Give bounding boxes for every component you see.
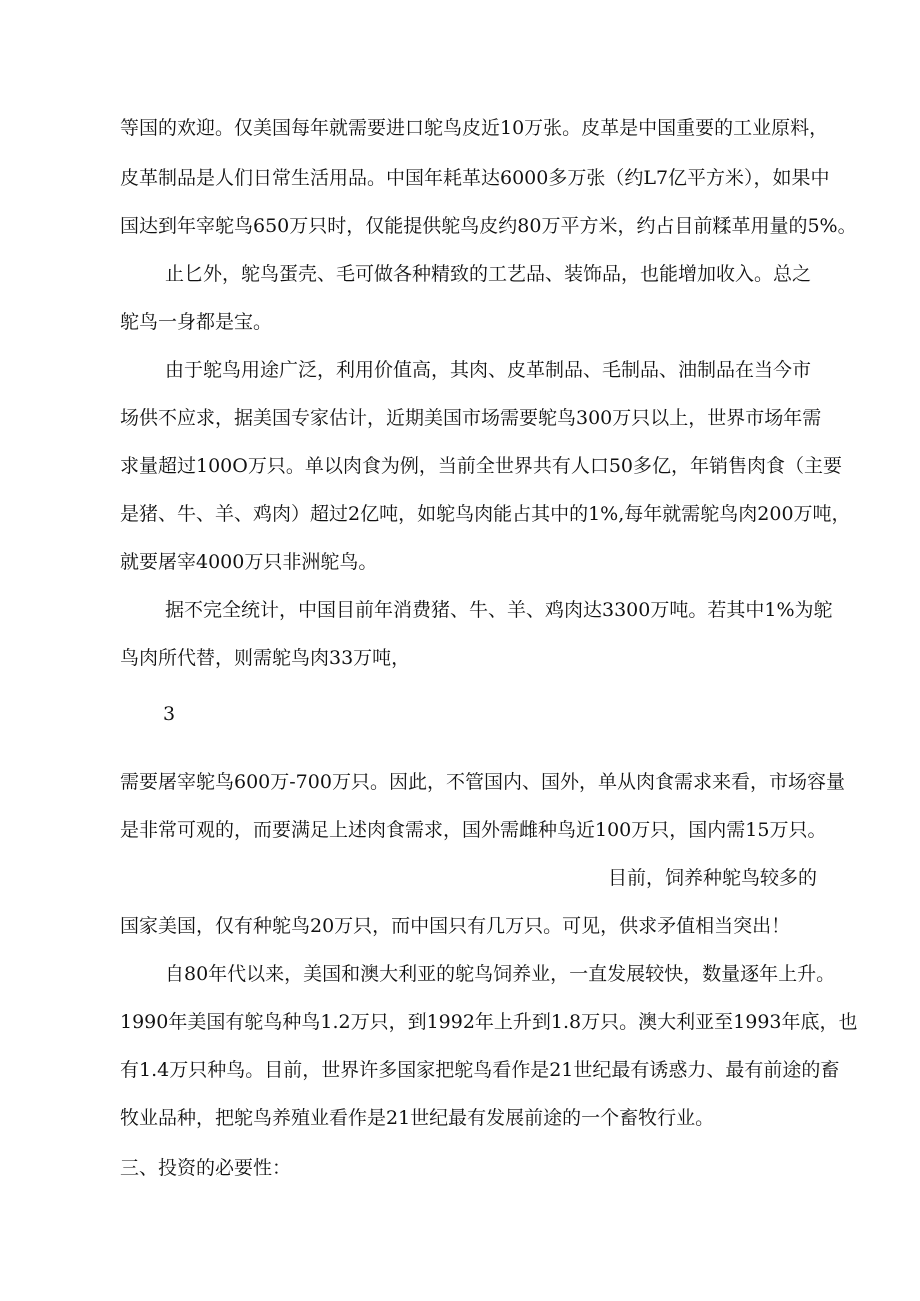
body-line: 就要屠宰4000万只非洲鸵鸟。 [120, 551, 378, 573]
body-line: 求量超过100O万只。单以肉食为例，当前全世界共有人口50多亿，年销售肉食（主要 [120, 455, 843, 477]
paragraph-first-line: 由于鸵鸟用途广泛，利用价值高，其肉、皮革制品、毛制品、油制品在当今市 [165, 359, 812, 381]
right-aligned-line: 目前，饲养种鸵鸟较多的 [608, 867, 818, 889]
body-line: 是非常可观的，而要满足上述肉食需求，国外需雌种鸟近100万只，国内需15万只。 [120, 819, 827, 841]
page-number: 3 [163, 703, 176, 725]
body-line: 国家美国，仅有种鸵鸟20万只，而中国只有几万只。可见，供求矛值相当突出！ [120, 915, 791, 937]
section-heading: 三、投资的必要性： [120, 1157, 292, 1179]
body-line: 等国的欢迎。仅美国每年就需要进口鸵鸟皮近10万张。皮革是中国重要的工业原料， [120, 117, 829, 139]
paragraph-first-line: 止匕外，鸵鸟蛋壳、毛可做各种精致的工艺品、装饰品，也能增加收入。总之 [165, 263, 812, 285]
body-line: 是猪、牛、羊、鸡肉）超过2亿吨，如鸵鸟肉能占其中的1%,每年就需鸵鸟肉200万吨， [120, 503, 851, 525]
body-line: 场供不应求，据美国专家估计，近期美国市场需要鸵鸟300万只以上，世界市场年需 [120, 407, 822, 429]
body-line: 鸟肉所代替，则需鸵鸟肉33万吨， [120, 647, 411, 669]
body-line: 鸵鸟一身都是宝。 [120, 311, 273, 333]
body-line: 皮革制品是人们日常生活用品。中国年耗革达6000多万张（约L7亿平方米），如果中 [120, 167, 830, 189]
body-line: 需要屠宰鸵鸟600万-700万只。因此，不管国内、国外，单从肉食需求来看，市场容量 [120, 771, 845, 793]
paragraph-first-line: 自80年代以来，美国和澳大利亚的鸵鸟饲养业，一直发展较快，数量逐年上升。 [165, 963, 836, 985]
paragraph-first-line: 据不完全统计，中国目前年消费猪、牛、羊、鸡肉达3300万吨。若其中1%为鸵 [165, 599, 833, 621]
body-line: 牧业品种，把鸵鸟养殖业看作是21世纪最有发展前途的一个畜牧行业。 [120, 1107, 715, 1129]
body-line: 1990年美国有鸵鸟种鸟1.2万只，到1992年上升到1.8万只。澳大利亚至1993年底，也 [120, 1011, 858, 1033]
body-line: 有1.4万只种鸟。目前，世界许多国家把鸵鸟看作是21世纪最有诱惑力、最有前途的畜 [120, 1059, 840, 1081]
body-line: 国达到年宰鸵鸟650万只时，仅能提供鸵鸟皮约80万平方米，约占目前糅革用量的5%。 [120, 215, 857, 237]
